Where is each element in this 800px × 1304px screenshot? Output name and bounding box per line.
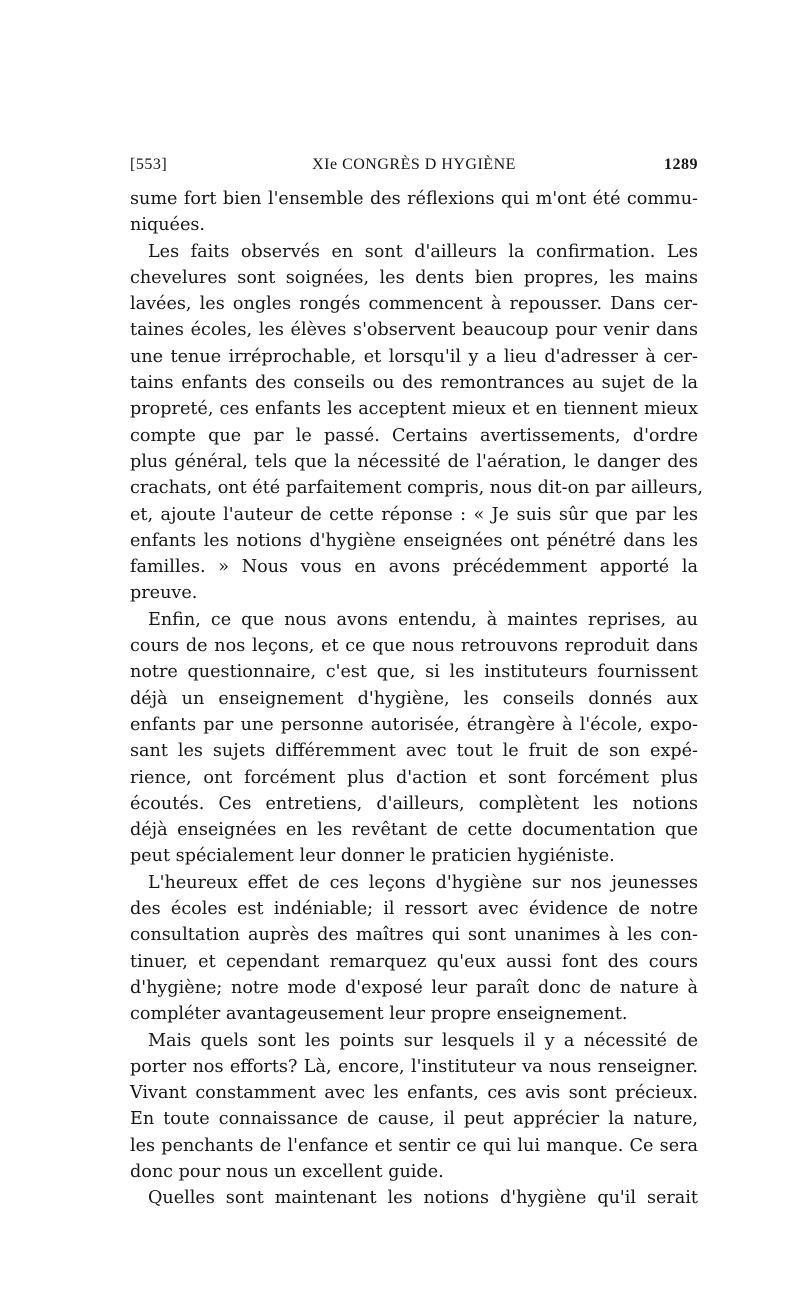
text-line: familles. » Nous vous en avons précédemment apporté la [130, 557, 698, 578]
text-line: compléter avantageusement leur propre enseignement. [130, 1004, 628, 1025]
page-number: 1289 [664, 156, 698, 173]
text-line: sume fort bien l'ensemble des réflexions qui m'ont été commu- [130, 189, 698, 209]
text-line: propreté, ces enfants les acceptent mieux et en tiennent mieux [130, 399, 698, 420]
text-line: tinuer, et cependant remarquez qu'eux aussi font des cours [130, 951, 698, 972]
text-line: et, ajoute l'auteur de cette réponse : « Je suis sûr que par les [130, 504, 698, 525]
text-line: lavées, les ongles rongés commencent à repousser. Dans cer- [130, 294, 698, 315]
text-line: Vivant constamment avec les enfants, ces avis sont précieux. [130, 1083, 698, 1104]
text-line: niquées. [130, 215, 205, 236]
text-line: Enfin, ce que nous avons entendu, à maintes reprises, au [148, 609, 698, 630]
text-line: notre questionnaire, c'est que, si les instituteurs fournissent [130, 662, 698, 683]
text-line: En toute connaissance de cause, il peut apprécier la nature, [130, 1109, 698, 1130]
text-line: crachats, ont été parfaitement compris, nous dit-on par ailleurs, [130, 478, 703, 499]
text-line: consultation auprès des maîtres qui sont unanimes à les con- [130, 925, 698, 946]
text-line: preuve. [130, 583, 198, 604]
text-line: enfants les notions d'hygiène enseignées ont pénétré dans les [130, 530, 698, 551]
text-line: des écoles est indéniable; il ressort avec évidence de notre [130, 899, 698, 920]
text-line: déjà enseignées en les revêtant de cette documentation que [130, 820, 698, 841]
text-line: enfants par une personne autorisée, étrangère à l'école, expo- [130, 714, 698, 735]
text-line: d'hygiène; notre mode d'exposé leur paraît donc de nature à [130, 977, 698, 998]
text-line: rience, ont forcément plus d'action et sont forcément plus [130, 767, 698, 788]
text-line: porter nos efforts? Là, encore, l'instituteur va nous renseigner. [130, 1056, 698, 1077]
text-line: Mais quels sont les points sur lesquels il y a nécessité de [148, 1030, 698, 1051]
text-line: les penchants de l'enfance et sentir ce qui lui manque. Ce sera [130, 1135, 698, 1156]
text-line: écoutés. Ces entretiens, d'ailleurs, complètent les notions [130, 793, 698, 814]
text-line: taines écoles, les élèves s'observent beaucoup pour venir dans [130, 320, 698, 341]
running-title: XIe CONGRÈS D HYGIÈNE [312, 156, 516, 173]
text-line: Les faits observés en sont d'ailleurs la confirmation. Les [148, 241, 698, 262]
text-line: cours de nos leçons, et ce que nous retrouvons reproduit dans [130, 636, 698, 657]
text-line: plus général, tels que la nécessité de l'aération, le danger des [130, 451, 698, 472]
text-line: peut spécialement leur donner le praticien hygiéniste. [130, 846, 615, 867]
text-line: donc pour nous un excellent guide. [130, 1161, 444, 1182]
text-line: une tenue irréprochable, et lorsqu'il y a lieu d'adresser à cer- [130, 346, 698, 367]
text-line: L'heureux effet de ces leçons d'hygiène sur nos jeunesses [148, 872, 698, 893]
text-line: tains enfants des conseils ou des remontrances au sujet de la [130, 373, 698, 394]
text-line: compte que par le passé. Certains avertissements, d'ordre [130, 425, 698, 446]
text-line: sant les sujets différemment avec tout le fruit de son expé- [130, 741, 698, 762]
text-line: Quelles sont maintenant les notions d'hygiène qu'il serait [148, 1188, 698, 1209]
page-bracket-number: [553] [130, 156, 168, 173]
running-head [130, 156, 698, 180]
body-text [130, 186, 703, 1212]
text-line: déjà un enseignement d'hygiène, les conseils donnés aux [130, 688, 698, 709]
text-line: chevelures sont soignées, les dents bien propres, les mains [130, 267, 698, 288]
